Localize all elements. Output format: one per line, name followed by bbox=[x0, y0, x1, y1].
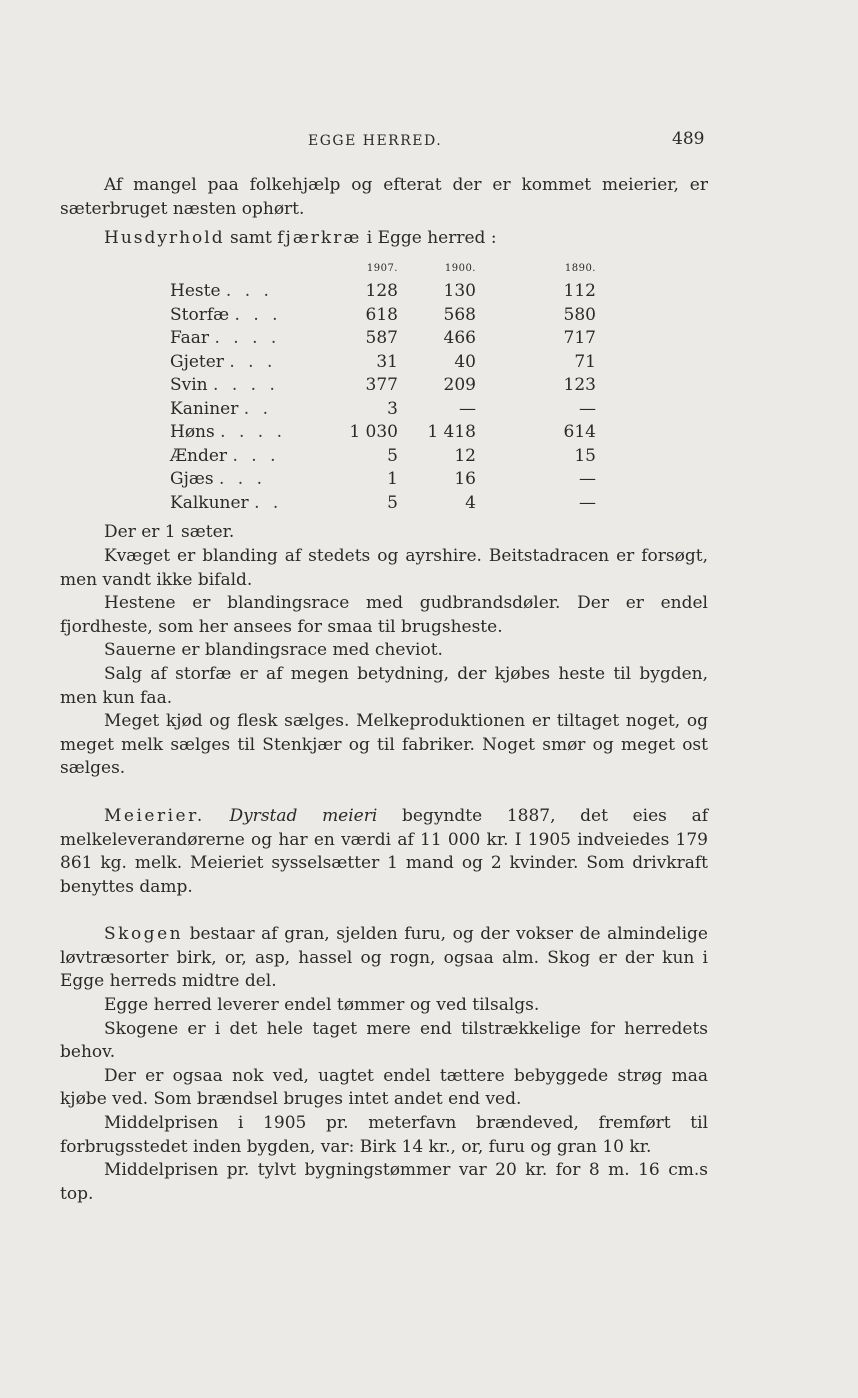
table-row bbox=[170, 280, 596, 304]
value-1890: 15 bbox=[574, 445, 596, 466]
livestock-table bbox=[170, 255, 596, 516]
hestene-paragraph: Hestene er blandingsrace med gudbrandsdøler. Der er endel fjordheste, som her ansees for smaa til brugsheste. bbox=[60, 593, 708, 637]
year-header-1907: 1907. bbox=[366, 262, 398, 274]
sauerne-paragraph: Sauerne er blandingsrace med cheviot. bbox=[104, 640, 443, 661]
leader-dots: . . . . bbox=[213, 375, 279, 396]
table-row bbox=[170, 374, 596, 398]
leader-dots: . . . bbox=[229, 351, 277, 372]
value-1900: 1 418 bbox=[427, 422, 476, 443]
value-1907: 5 bbox=[387, 492, 398, 513]
skogen-heading: Skogen bbox=[104, 924, 184, 945]
row-label bbox=[170, 280, 320, 304]
table-row bbox=[170, 468, 596, 492]
value-1890: 717 bbox=[563, 328, 596, 349]
row-label-text: Høns bbox=[170, 422, 215, 443]
row-label-text: Kalkuner bbox=[170, 492, 249, 513]
skogen-text: bestaar af gran, sjelden furu, og der vokser de almindelige løvtræsorter birk, or, asp, hassel og rogn, ogsaa alm. Skog er der kun i Egge herreds midtre del. bbox=[60, 924, 708, 992]
value-1907: 5 bbox=[387, 445, 398, 466]
value-1890: 123 bbox=[563, 375, 596, 396]
leader-dots: . . . bbox=[234, 304, 282, 325]
meierier-paragraph bbox=[60, 805, 708, 899]
row-label-text: Faar bbox=[170, 328, 210, 349]
meget-paragraph: Meget kjød og flesk sælges. Melkeproduktionen er tiltaget noget, og meget melk sælges til Stenkjær og til fabriker. Noget smør og meget ost sælges. bbox=[60, 711, 708, 779]
value-1900: 12 bbox=[454, 445, 476, 466]
ogsaa-paragraph: Der er ogsaa nok ved, uagtet endel tættere bebyggede strøg maa kjøbe ved. Som brændsel bruges intet andet end ved. bbox=[60, 1065, 708, 1110]
salg-paragraph: Salg af storfæ er af megen betydning, der kjøbes heste til bygden, men kun faa. bbox=[60, 663, 708, 708]
value-1890: 580 bbox=[563, 304, 596, 325]
meierier-text: begyndte 1887, det eies af melkeleverandørerne og har en værdi af 11 000 kr. I 1905 indveiedes 179 861 kg. melk. Meieriet sysselsætter 1 mand og 2 kvinder. Som drivkraft benyttes damp. bbox=[60, 805, 708, 897]
middelpris-brand-paragraph: Middelprisen i 1905 pr. meterfavn brændeved, fremført til forbrugsstedet inden bygden, var: Birk 14 kr., or, furu og gran 10 kr. bbox=[60, 1113, 708, 1157]
value-1907: 377 bbox=[365, 375, 398, 396]
header-blank bbox=[170, 255, 320, 281]
value-1907: 1 030 bbox=[349, 422, 398, 443]
table-title-spaced: Husdyrhold bbox=[104, 228, 225, 249]
row-label bbox=[170, 327, 320, 351]
row-label bbox=[170, 398, 320, 422]
row-label bbox=[170, 421, 320, 445]
row-label-text: Svin bbox=[170, 375, 208, 396]
table-title-end: i Egge herred : bbox=[361, 228, 497, 249]
intro-paragraph: Af mangel paa folkehjælp og efterat der er kommet meierier, er sæterbruget næsten ophørt. bbox=[60, 175, 708, 219]
value-1907: 128 bbox=[365, 281, 398, 302]
saeter-paragraph: Der er 1 sæter. bbox=[104, 522, 235, 543]
value-1900: 40 bbox=[454, 351, 476, 372]
row-label-text: Ænder bbox=[170, 445, 228, 466]
table-row bbox=[170, 304, 596, 328]
leader-dots: . . . bbox=[218, 469, 266, 490]
leader-dots: . . . . bbox=[214, 328, 281, 349]
year-header-1900: 1900. bbox=[444, 262, 476, 274]
table-title-spaced-2: fjærkræ bbox=[277, 228, 362, 249]
value-1907: 31 bbox=[376, 351, 398, 372]
leader-dots: . . bbox=[243, 398, 272, 419]
table-row bbox=[170, 445, 596, 469]
value-1907: 1 bbox=[387, 469, 398, 490]
value-1890: — bbox=[579, 398, 596, 419]
meierier-heading: Meierier. bbox=[104, 805, 205, 826]
table-body bbox=[170, 280, 596, 515]
kvaeg-paragraph: Kvæget er blanding af stedets og ayrshire. Beitstadracen er forsøgt, men vandt ikke bifald. bbox=[60, 545, 708, 590]
leader-dots: . . . bbox=[232, 445, 280, 466]
table-header-row bbox=[170, 255, 596, 281]
row-label bbox=[170, 445, 320, 469]
table-row bbox=[170, 398, 596, 422]
page-number: 489 bbox=[672, 129, 705, 149]
value-1907: 587 bbox=[365, 328, 398, 349]
leader-dots: . . . . bbox=[220, 422, 286, 443]
row-label-text: Kaniner bbox=[170, 398, 239, 419]
middelpris-tommer-paragraph: Middelprisen pr. tylvt bygningstømmer var 20 kr. for 8 m. 16 cm.s top. bbox=[60, 1160, 708, 1204]
leader-dots: . . bbox=[254, 492, 283, 513]
row-label-text: Heste bbox=[170, 281, 221, 302]
value-1890: — bbox=[579, 469, 596, 490]
meierier-name: Dyrstad meieri bbox=[229, 805, 378, 826]
table-row bbox=[170, 327, 596, 351]
table-title-rest: samt bbox=[224, 228, 278, 249]
value-1890: 614 bbox=[563, 422, 596, 443]
leader-dots: . . . bbox=[225, 281, 273, 302]
value-1890: — bbox=[579, 492, 596, 513]
row-label-text: Gjæs bbox=[170, 469, 214, 490]
value-1900: 4 bbox=[465, 492, 476, 513]
value-1900: 16 bbox=[454, 469, 476, 490]
value-1900: 130 bbox=[443, 281, 476, 302]
value-1907: 618 bbox=[365, 304, 398, 325]
table-row bbox=[170, 492, 596, 516]
row-label bbox=[170, 492, 320, 516]
skogen-paragraph bbox=[60, 923, 708, 994]
row-label bbox=[170, 374, 320, 398]
value-1890: 112 bbox=[563, 281, 596, 302]
year-header-1890: 1890. bbox=[564, 262, 596, 274]
value-1900: 568 bbox=[443, 304, 476, 325]
row-label bbox=[170, 468, 320, 492]
table-title bbox=[60, 227, 708, 251]
value-1907: 3 bbox=[387, 398, 398, 419]
row-label bbox=[170, 351, 320, 375]
table-row bbox=[170, 351, 596, 375]
value-1900: — bbox=[459, 398, 476, 419]
row-label-text: Storfæ bbox=[170, 304, 230, 325]
leverer-paragraph: Egge herred leverer endel tømmer og ved tilsalgs. bbox=[104, 995, 540, 1016]
running-head: EGGE HERRED. bbox=[308, 133, 443, 149]
row-label-text: Gjeter bbox=[170, 351, 224, 372]
value-1890: 71 bbox=[574, 351, 596, 372]
skogene-paragraph: Skogene er i det hele taget mere end tilstrækkelige for herredets behov. bbox=[60, 1018, 708, 1063]
row-label bbox=[170, 304, 320, 328]
page-header bbox=[0, 129, 858, 157]
table-row bbox=[170, 421, 596, 445]
value-1900: 466 bbox=[443, 328, 476, 349]
value-1900: 209 bbox=[443, 375, 476, 396]
body-text bbox=[60, 174, 708, 1206]
